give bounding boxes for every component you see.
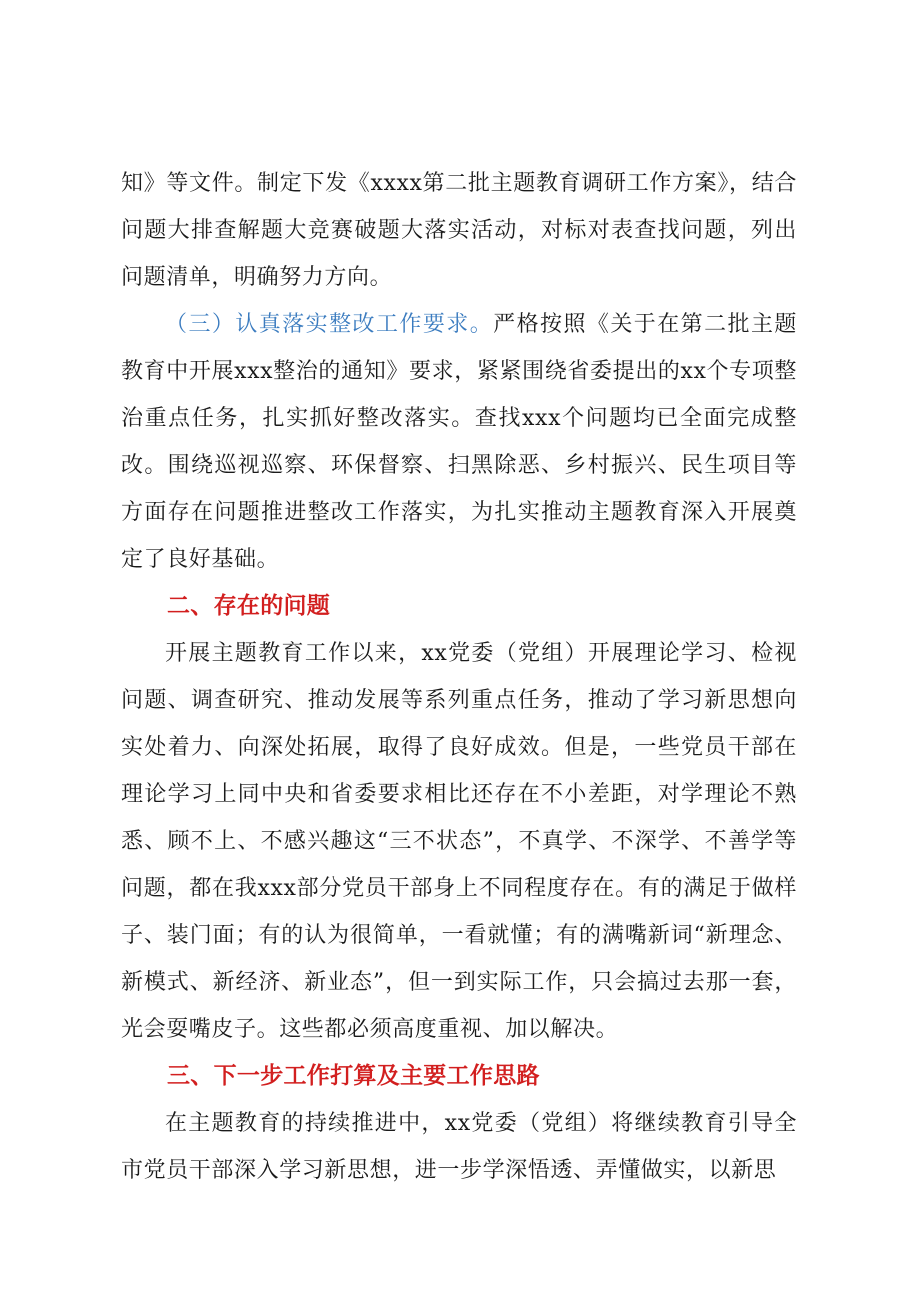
paragraph-existing-problems: 开展主题教育工作以来，xx党委（党组）开展理论学习、检视问题、调查研究、推动发展等系列重点任务，推动了学习新思想向实处着力、向深处拓展，取得了良好成效。但是，一些党员干部在理论学习上同中央和省委要求相比还存在不小差距，对学理论不熟悉、顾不上、不感兴趣这“三不状态”，不真学、不深学、不善学等问题，都在我xxx部分党员干部身上不同程度存在。有的满足于做样子、装门面；有的认为很简单，一看就懂；有的满嘴新词“新理念、新模式、新经济、新业态”，但一到实际工作，只会搞过去那一套，光会耍嘴皮子。这些都必须高度重视、加以解决。 xyxy=(121,641,797,1042)
paragraph-rectification-body: 严格按照《关于在第二批主题教育中开展xxx整治的通知》要求，紧紧围绕省委提出的xx个专项整治重点任务，扎实抓好整改落实。查找xxx个问题均已全面完成整改。围绕巡视巡察、环保督察、扫黑除恶、乡村振兴、民生项目等方面存在问题推进整改工作落实，为扎实推动主题教育深入开展奠定了良好基础。 xyxy=(121,312,797,572)
heading-existing-problems: 二、存在的问题 xyxy=(167,593,331,619)
paragraph-rectification xyxy=(121,301,797,583)
paragraph-continuation: 知》等文件。制定下发《xxxx第二批主题教育调研工作方案》，结合问题大排查解题大竞赛破题大落实活动，对标对表查找问题，列出问题清单，明确努力方向。 xyxy=(121,171,797,290)
subheading-rectification: （三）认真落实整改工作要求。 xyxy=(165,312,494,337)
heading-next-steps: 三、下一步工作打算及主要工作思路 xyxy=(167,1063,540,1089)
document-body xyxy=(121,160,797,1194)
paragraph-next-steps: 在主题教育的持续推进中，xx党委（党组）将继续教育引导全市党员干部深入学习新思想，进一步学深悟透、弄懂做实，以新思 xyxy=(121,1111,797,1183)
